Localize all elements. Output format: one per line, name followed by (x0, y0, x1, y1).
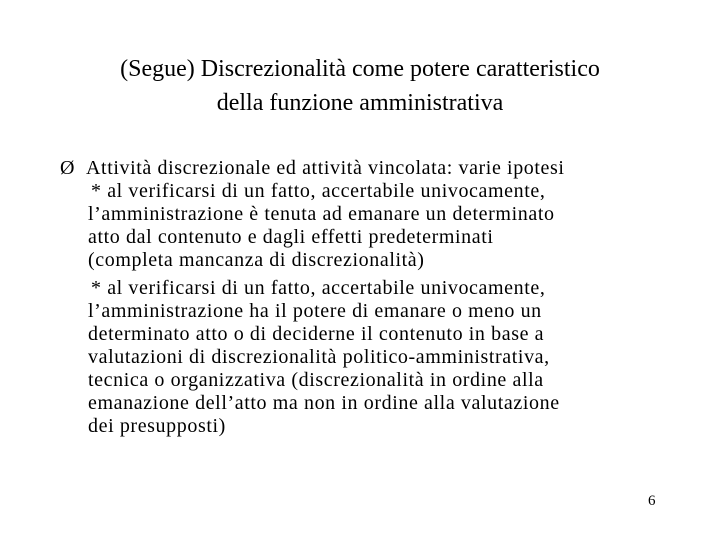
title-line-1: (Segue) Discrezionalità come potere caratteristico (120, 56, 600, 82)
sub-item-1-line-4: (completa mancanza di discrezionalità) (88, 249, 425, 271)
slide-title (20, 52, 700, 120)
sub-item-1-line-3: atto dal contenuto e dagli effetti predeterminati (88, 226, 494, 248)
page-number: 6 (648, 493, 656, 509)
bullet-list (60, 156, 680, 438)
sub-item-2 (88, 277, 680, 438)
arrow-bullet-icon: Ø (60, 157, 76, 179)
sub-item-2-line-4: valutazioni di discrezionalità politico-amministrativa, (88, 346, 550, 368)
sub-item-2-line-5: tecnica o organizzativa (discrezionalità in ordine alla (88, 369, 544, 391)
title-line-2: della funzione amministrativa (216, 90, 504, 116)
sub-item-1 (88, 180, 680, 272)
sub-item-1-line-1: * al verificarsi di un fatto, accertabile univocamente, (91, 180, 546, 202)
bullet-heading (60, 156, 680, 180)
sub-item-2-line-3: determinato atto o di deciderne il contenuto in base a (88, 323, 545, 345)
sub-item-2-line-6: emanazione dell’atto ma non in ordine alla valutazione (88, 392, 560, 414)
sub-item-2-line-2: l’amministrazione ha il potere di emanare o meno un (88, 300, 542, 322)
sub-item-2-line-7: dei presupposti) (88, 415, 226, 437)
sub-item-1-line-2: l’amministrazione è tenuta ad emanare un determinato (88, 203, 555, 225)
sub-item-2-line-1: * al verificarsi di un fatto, accertabile univocamente, (91, 277, 546, 299)
bullet-heading-text: Attività discrezionale ed attività vincolata: varie ipotesi (86, 157, 565, 179)
